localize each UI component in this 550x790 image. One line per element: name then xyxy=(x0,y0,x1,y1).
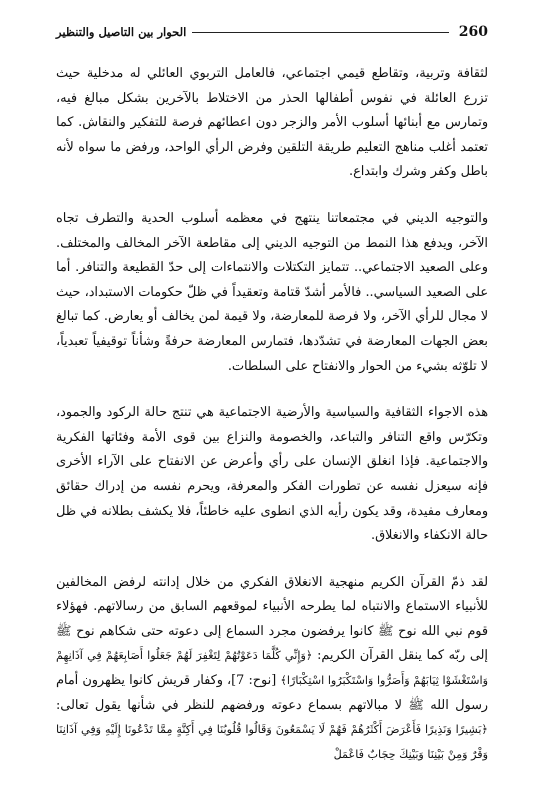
paragraph-4 xyxy=(56,571,488,768)
page-body xyxy=(56,62,488,767)
running-title: الحوار بين التاصيل والتنظير xyxy=(56,25,187,39)
header-rule xyxy=(192,32,448,33)
quran-quote-1: ﴿وَإِنِّي كُلَّمَا دَعَوْتُهُمْ لِتَغْفِرَ لَهُمْ جَعَلُوا أَصَابِعَهُمْ فِي آذَانِهِمْ وَاسْتَغْشَوْا ثِيَابَهُمْ وَأَصَرُّوا وَاسْتَكْبَرُوا اسْتِكْبَارًا﴾ xyxy=(56,649,488,688)
paragraph-4-text-1: لقد ذمّ القرآن الكريم منهجية الانغلاق الفكري من خلال إدانته لرفض المخالفين للأنبياء الاستماع والانتباه لما يطرحه الأنبياء لموقعهم السابق من رسالاتهم. فهؤلاء قوم نبي الله نوح ﷺ كانوا يرفضون مجرد السماع إلى دعوته حتى شكاهم نوح ﷺ إلى ربّه كما ينقل القرآن الكريم: xyxy=(56,574,488,664)
paragraph-2: والتوجيه الديني في مجتمعاتنا ينتهج في معظمه أسلوب الحدية والتطرف تجاه الآخر، ويدفع هذا النمط من التوجيه الديني إلى مقاطعة الآخر المخالف والمختلف. وعلى الصعيد الاجتماعي.. تتمايز التكتلات والانتماءات إلى حدّ القطيعة والتنافر. أما على الصعيد السياسي.. فالأمر أشدّ قتامة وتعقيداً في ظلّ حكومات الاستبداد، حيث لا مجال للرأي الآخر، ولا فرصة للمعارضة، ولا قيمة لمن يخالف أو يعارض. كما تبالغ بعض الجهات المعارضة في تشدّدها، فتمارس المعارضة حرفةً وشأناً توقيفياً تعبدياً، لا تلوّثه بشيء من الحوار والانفتاح على السلطات. xyxy=(56,210,488,374)
paragraph-4-text-2: [نوح: 7]، وكفار قريش كانوا يظهرون أمام رسول الله ﷺ لا مبالاتهم بسماع دعوته ورفضهم للنظر في شأنها يقول تعالى: xyxy=(56,673,488,713)
paragraph-3: هذه الاجواء الثقافية والسياسية والأرضية الاجتماعية هي تنتج حالة الركود والجمود، وتكرّس واقع التنافر والتباعد، والخصومة والنزاع بين قوى الأمة وفئاتها الفكرية والاجتماعية. فإذا انغلق الإنسان على رأي وأعرض عن الانفتاح على الآراء الأخرى فإنه سيعزل نفسه عن تطورات الفكر والمعرفة، ويحرم نفسه من إدراك حقائق ومعارف مفيدة، وقد يكون رأيه الذي انطوى عليه خاطئاً، فلا يكشف بطلانه في ظل حالة الانكفاء والانغلاق. xyxy=(56,405,488,544)
paragraph-1: لثقافة وتربية، وتقاطع قيمي اجتماعي، فالعامل التربوي العائلي له مدخلية حيث تزرع العائلة في نفوس أطفالها الحذر من الاختلاط بالآخرين بشكل مبالغ فيه، وتمارس مع أبنائها أسلوب الأمر والزجر دون اعطائهم فرصة للتفكير والنقاش. كما تعتمد أغلب مناهج التعليم طريقة التلقين وفرض الرأي الواحد، ورفض ما سواه لأنه باطل وكفر وشرك وابتداع. xyxy=(56,66,488,180)
page-number: 260 xyxy=(458,24,488,40)
quran-quote-2: ﴿بَشِيرًا وَنَذِيرًا فَأَعْرَضَ أَكْثَرُهُمْ فَهُمْ لَا يَسْمَعُونَ وَقَالُوا قُلُوبُنَا فِي أَكِنَّةٍ مِمَّا تَدْعُونَا إِلَيْهِ وَفِي آذَانِنَا وَقْرٌ وَمِنْ بَيْنِنَا وَبَيْنِكَ حِجَابٌ فَاعْمَلْ xyxy=(56,723,488,761)
page-header xyxy=(56,22,488,42)
